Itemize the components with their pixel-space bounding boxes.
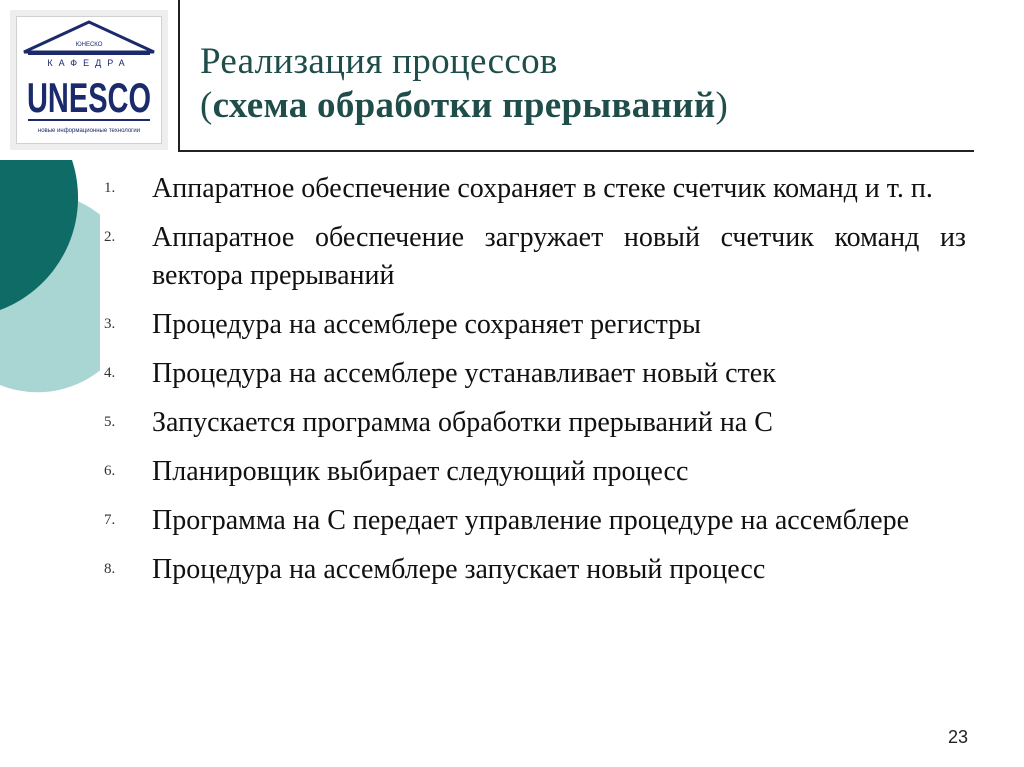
item-number: 7. (104, 512, 116, 528)
item-number: 6. (104, 463, 116, 479)
item-text: Аппаратное обеспечение сохраняет в стеке счетчик команд и т. п. (152, 173, 933, 204)
list-item (104, 502, 966, 540)
item-number: 4. (104, 365, 116, 381)
list-item (104, 170, 966, 208)
header-divider-vertical (178, 0, 180, 152)
item-text: Процедура на ассемблере сохраняет регистры (152, 309, 701, 340)
item-number: 1. (104, 180, 116, 196)
list-item (104, 453, 966, 491)
page-number: 23 (947, 727, 968, 747)
item-number: 2. (104, 229, 116, 245)
item-text: Процедура на ассемблере устанавливает новый стек (152, 358, 776, 389)
item-text: Запускается программа обработки прерываний на С (152, 407, 773, 438)
slide-title (200, 40, 960, 128)
header-divider-horizontal (178, 150, 974, 152)
steps-list (104, 170, 966, 600)
title-bold: схема обработки прерываний (212, 85, 716, 126)
item-number: 8. (104, 561, 116, 577)
list-item (104, 219, 966, 295)
list-item (104, 355, 966, 393)
item-number: 3. (104, 316, 116, 332)
logo-bottom-text: новые информационные технологии (37, 128, 141, 134)
svg-text:ЮНЕСКО: ЮНЕСКО (75, 42, 103, 48)
unesco-chair-logo (10, 10, 168, 150)
list-item (104, 551, 966, 589)
logo-unesco-text: UNESCO (27, 74, 151, 121)
title-line-1: Реализация процессов (200, 41, 558, 82)
item-number: 5. (104, 414, 116, 430)
item-text: Аппаратное обеспечение загружает новый счетчик команд из вектора прерываний (152, 222, 966, 291)
item-text: Планировщик выбирает следующий процесс (152, 456, 689, 487)
item-text: Процедура на ассемблере запускает новый процесс (152, 554, 766, 585)
title-line-2: (схема обработки прерываний) (200, 85, 729, 126)
list-item (104, 404, 966, 442)
logo-top-text: КАФЕДРА (47, 58, 131, 68)
item-text: Программа на С передает управление процедуре на ассемблере (152, 505, 910, 536)
list-item (104, 306, 966, 344)
